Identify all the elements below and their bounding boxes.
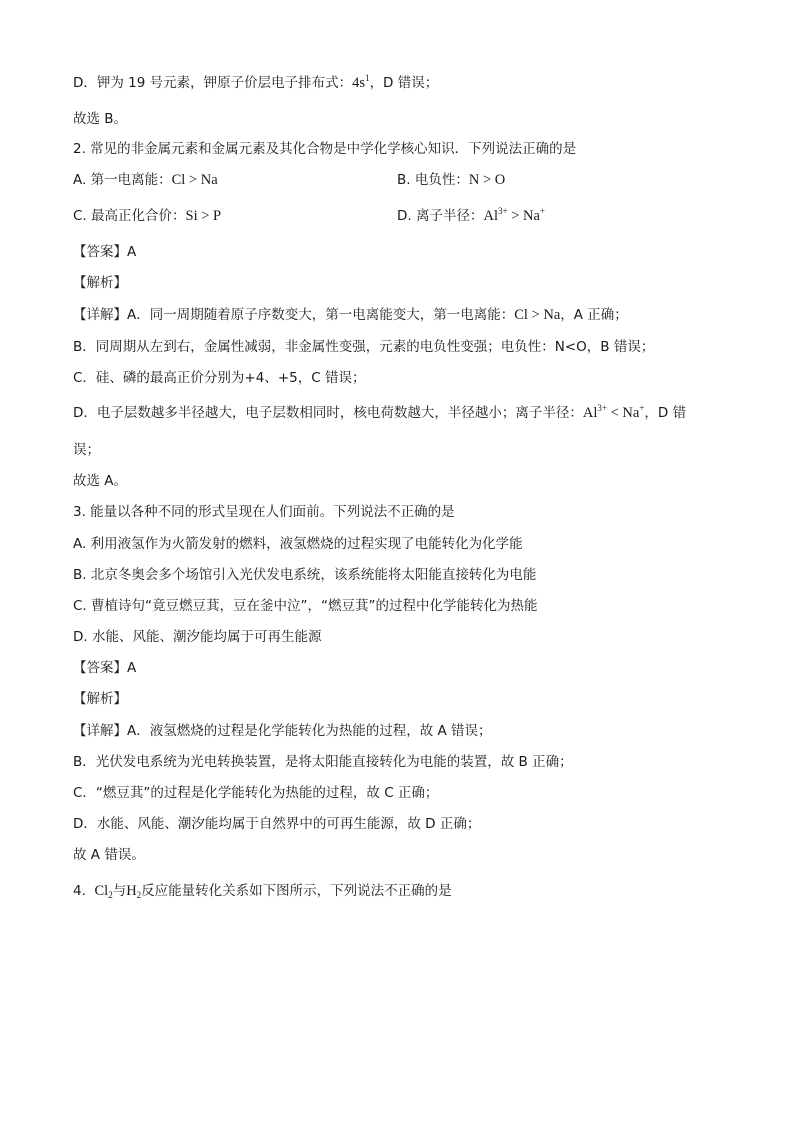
q2-option-a: A. 第一电离能：Cl > Na <box>73 172 218 188</box>
q2-detail-d: D．电子层数越多半径越大，电子层数相同时，核电荷数越大，半径越小；离子半径：$Al^{3+} < Na^+$，D 错 <box>73 403 687 421</box>
q2-option-c: C. 最高正化合价：Si > P <box>73 208 222 224</box>
q3-option-d: D. 水能、风能、潮汐能均属于可再生能源 <box>73 629 322 645</box>
q1-option-d-text: D．钾为 19 号元素，钾原子价层电子排布式： <box>73 75 353 91</box>
q3-conclusion: 故 A 错误。 <box>73 847 145 863</box>
q3-option-a: A. 利用液氢作为火箭发射的燃料，液氢燃烧的过程实现了电能转化为化学能 <box>73 536 523 552</box>
q3-detail-d: D．水能、风能、潮汐能均属于自然界中的可再生能源，故 D 正确； <box>73 816 481 832</box>
q2-detail-b: B．同周期从左到右，金属性减弱，非金属性变强，元素的电负性变强；电负性：N<O，B 错误； <box>73 339 655 355</box>
q3-detail-b: B．光伏发电系统为光电转换装置，是将太阳能直接转化为电能的装置，故 B 正确； <box>73 754 573 770</box>
q3-detail-c: C．“燃豆萁”的过程是化学能转化为热能的过程，故 C 正确； <box>73 785 439 801</box>
q2-answer: 【答案】A <box>73 244 137 260</box>
q2-detail-c: C．硅、磷的最高正价分别为+4、+5，C 错误； <box>73 370 366 386</box>
q1-option-d-line <box>73 74 438 92</box>
q2-option-d: D. 离子半径：$Al^{3+} > Na^+$ <box>397 206 545 224</box>
q4-stem: 4. $Cl_2$与$H_2$反应能量转化关系如下图所示，下列说法不正确的是 <box>73 883 452 900</box>
q1-option-d-formula: $4s^1$ <box>352 73 370 91</box>
q3-answer: 【答案】A <box>73 660 137 676</box>
q1-conclusion: 故选 B。 <box>73 111 128 127</box>
q1-option-d-end: ，D 错误； <box>369 75 439 91</box>
q2-option-b: B. 电负性：N > O <box>397 172 506 188</box>
q2-analysis: 【解析】 <box>73 275 127 291</box>
q2-detail-a: 【详解】A．同一周期随着原子序数变大，第一电离能变大，第一电离能：Cl > Na，A 正确； <box>73 307 628 323</box>
q2-stem: 2. 常见的非金属元素和金属元素及其化合物是中学化学核心知识．下列说法正确的是 <box>73 141 577 157</box>
q3-analysis: 【解析】 <box>73 691 127 707</box>
q2-detail-d-wrap: 误； <box>73 442 100 458</box>
q2-conclusion: 故选 A。 <box>73 473 128 489</box>
q3-option-b: B. 北京冬奥会多个场馆引入光伏发电系统，该系统能将太阳能直接转化为电能 <box>73 567 537 583</box>
q3-option-c: C. 曹植诗句“竟豆燃豆萁，豆在釜中泣”，“燃豆萁”的过程中化学能转化为热能 <box>73 598 538 614</box>
q3-detail-a: 【详解】A．液氢燃烧的过程是化学能转化为热能的过程，故 A 错误； <box>73 723 492 739</box>
q3-stem: 3. 能量以各种不同的形式呈现在人们面前。下列说法不正确的是 <box>73 504 455 520</box>
